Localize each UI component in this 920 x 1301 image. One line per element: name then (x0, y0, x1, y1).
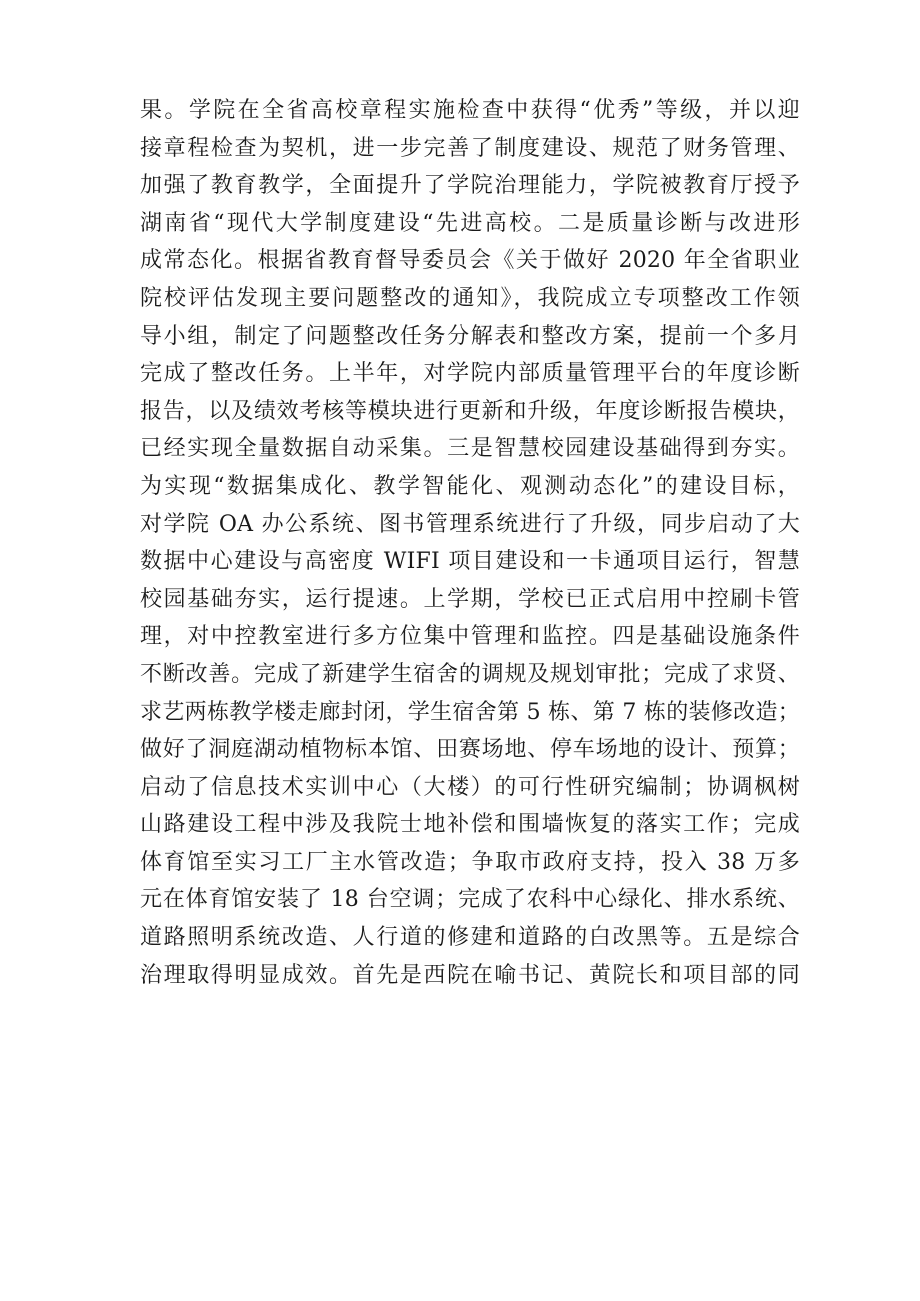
text-line-6: 院校评估发现主要问题整改的通知》，我院成立专项整改工作领 (140, 285, 800, 311)
text-line-22: 元在体育馆安装了 18 台空调；完成了农科中心绿化、排水系统、 (140, 887, 800, 913)
text-line-12: 对学院 OA 办公系统、图书管理系统进行了升级，同步启动了大 (140, 511, 800, 537)
text-line-8: 完成了整改任务。上半年，对学院内部质量管理平台的年度诊断 (140, 361, 800, 387)
text-line-20: 山路建设工程中涉及我院士地补偿和围墙恢复的落实工作；完成 (140, 812, 800, 838)
text-line-21: 体育馆至实习工厂主水管改造；争取市政府支持，投入 38 万多 (140, 849, 800, 875)
text-line-13: 数据中心建设与高密度 WIFI 项目建设和一卡通项目运行，智慧 (140, 549, 800, 575)
text-line-7: 导小组，制定了问题整改任务分解表和整改方案，提前一个多月 (140, 323, 800, 349)
text-line-23: 道路照明系统改造、人行道的修建和道路的白改黑等。五是综合 (140, 925, 800, 951)
text-line-3: 加强了教育教学，全面提升了学院治理能力，学院被教育厅授予 (140, 173, 800, 199)
text-line-10: 已经实现全量数据自动采集。三是智慧校园建设基础得到夯实。 (140, 436, 800, 462)
body-paragraph (140, 92, 800, 994)
text-line-2: 接章程检查为契机，进一步完善了制度建设、规范了财务管理、 (140, 135, 800, 161)
text-line-1: 果。学院在全省高校章程实施检查中获得“优秀”等级，并以迎 (140, 98, 800, 123)
text-line-24: 治理取得明显成效。首先是西院在喻书记、黄院长和项目部的同 (140, 962, 800, 988)
text-line-11: 为实现“数据集成化、教学智能化、观测动态化”的建设目标， (140, 473, 800, 499)
text-line-9: 报告，以及绩效考核等模块进行更新和升级，年度诊断报告模块， (140, 398, 800, 424)
text-line-5: 成常态化。根据省教育督导委员会《关于做好 2020 年全省职业 (140, 248, 800, 274)
text-line-14: 校园基础夯实，运行提速。上学期，学校已正式启用中控刷卡管 (140, 586, 800, 612)
text-line-15: 理，对中控教室进行多方位集中管理和监控。四是基础设施条件 (140, 624, 800, 650)
text-line-17: 求艺两栋教学楼走廊封闭，学生宿舍第 5 栋、第 7 栋的装修改造； (140, 699, 800, 725)
text-line-4: 湖南省“现代大学制度建设“先进高校。二是质量诊断与改进形 (140, 210, 800, 236)
text-line-18: 做好了洞庭湖动植物标本馆、田赛场地、停车场地的设计、预算； (140, 737, 800, 763)
text-line-19: 启动了信息技术实训中心（大楼）的可行性研究编制；协调枫树 (140, 774, 800, 800)
text-line-16: 不断改善。完成了新建学生宿舍的调规及规划审批；完成了求贤、 (140, 661, 800, 687)
